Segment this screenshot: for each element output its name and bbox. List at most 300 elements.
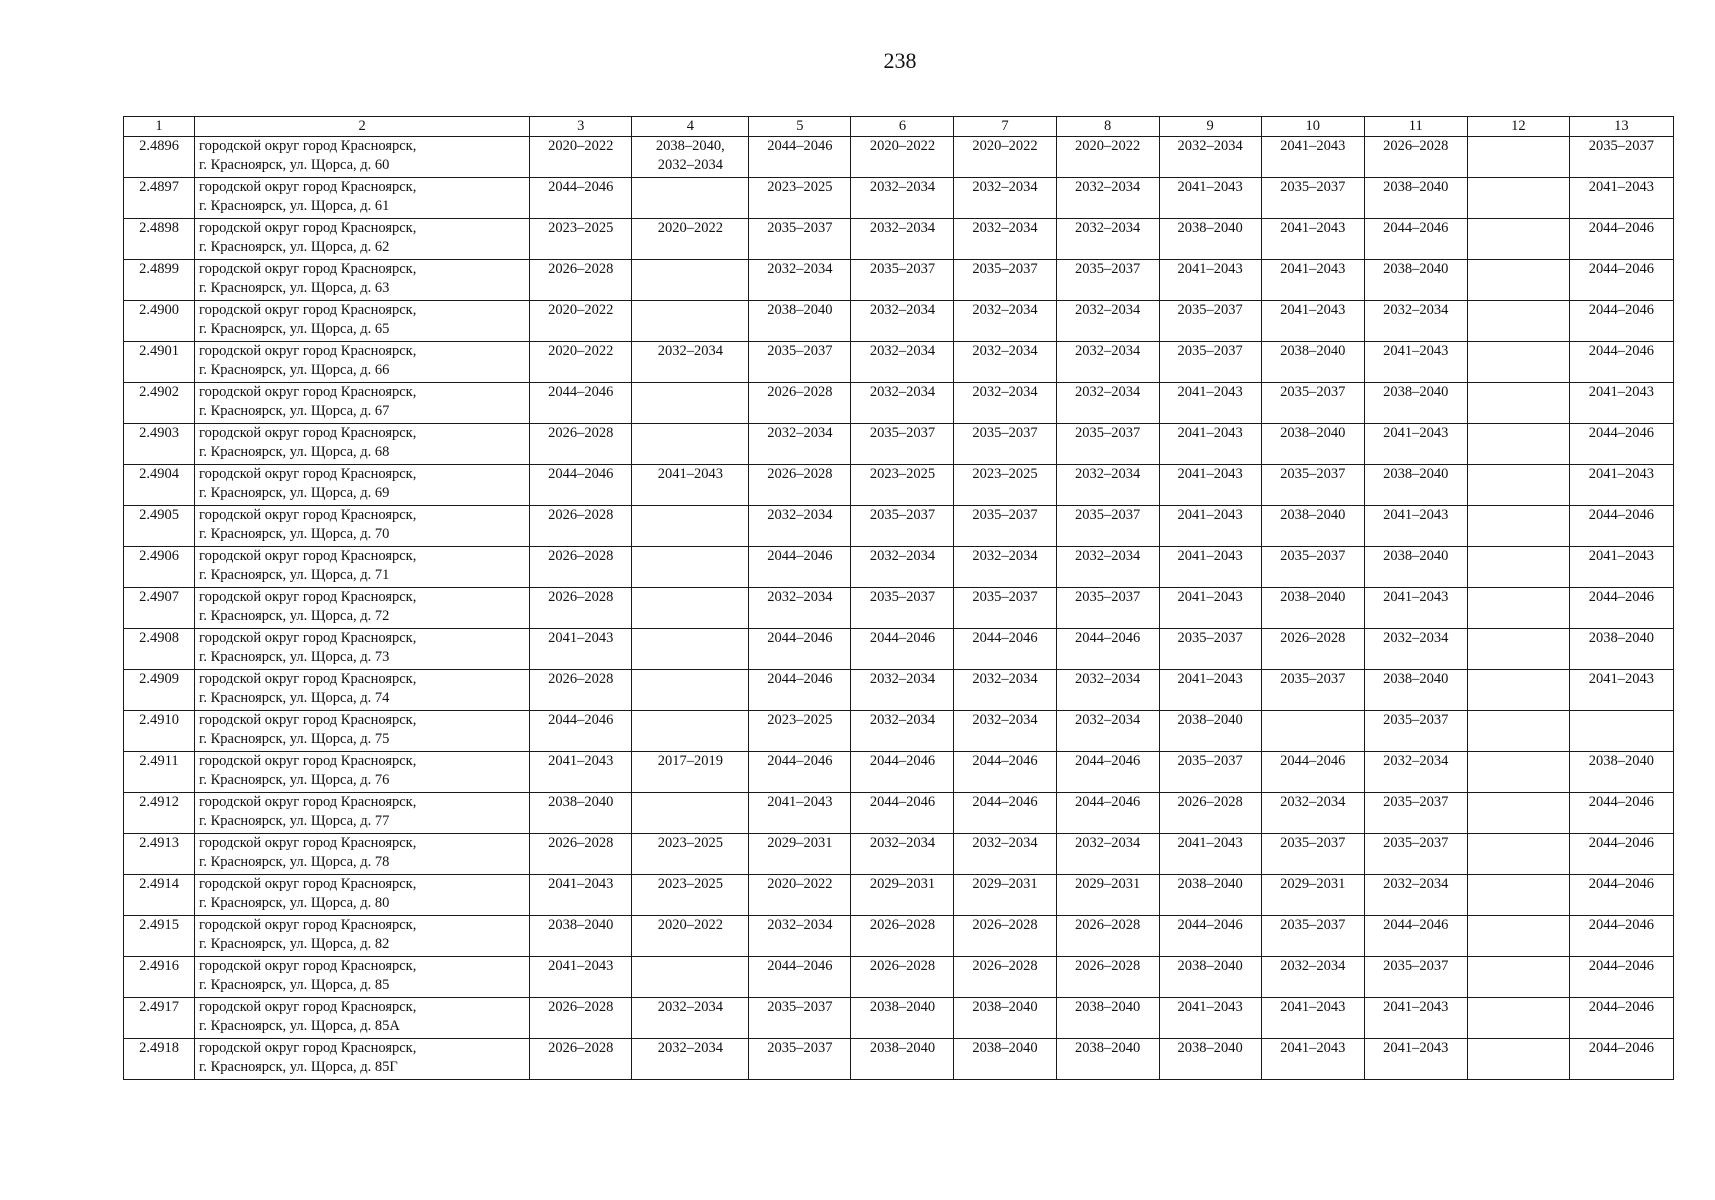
address-line-municipality: городской округ город Красноярск, [199, 917, 417, 933]
period-cell-col-8: 2032–2034 [1056, 219, 1159, 260]
period-cell-col-9: 2035–2037 [1159, 629, 1261, 670]
period-cell-col-4: 2023–2025 [632, 834, 749, 875]
row-number-cell: 2.4916 [124, 957, 195, 998]
period-cell-col-6: 2038–2040 [851, 998, 954, 1039]
period-cell-col-5: 2041–2043 [749, 793, 851, 834]
address-cell [195, 342, 530, 383]
period-cell-col-9: 2041–2043 [1159, 506, 1261, 547]
period-cell-col-3: 2026–2028 [530, 547, 632, 588]
address-cell [195, 588, 530, 629]
address-line-street: г. Красноярск, ул. Щорса, д. 62 [199, 239, 390, 255]
period-cell-col-6: 2044–2046 [851, 629, 954, 670]
column-header-6: 6 [851, 117, 954, 137]
address-line-street: г. Красноярск, ул. Щорса, д. 75 [199, 731, 390, 747]
period-cell-col-7: 2032–2034 [954, 670, 1056, 711]
period-cell-col-12 [1467, 383, 1569, 424]
row-number-cell: 2.4896 [124, 137, 195, 178]
period-cell-col-8: 2032–2034 [1056, 670, 1159, 711]
period-cell-col-7: 2044–2046 [954, 793, 1056, 834]
column-header-11: 11 [1364, 117, 1467, 137]
period-cell-col-8: 2032–2034 [1056, 342, 1159, 383]
period-cell-col-3: 2041–2043 [530, 957, 632, 998]
period-cell-col-11: 2038–2040 [1364, 465, 1467, 506]
period-cell-col-9: 2038–2040 [1159, 219, 1261, 260]
address-line-street: г. Красноярск, ул. Щорса, д. 82 [199, 936, 390, 952]
address-line-street: г. Красноярск, ул. Щорса, д. 77 [199, 813, 390, 829]
period-cell-col-12 [1467, 588, 1569, 629]
period-cell-col-5: 2044–2046 [749, 547, 851, 588]
table-row [124, 1039, 1674, 1080]
period-cell-col-9: 2026–2028 [1159, 793, 1261, 834]
period-cell-col-13: 2044–2046 [1569, 588, 1673, 629]
period-cell-col-9: 2038–2040 [1159, 711, 1261, 752]
period-cell-col-13: 2044–2046 [1569, 834, 1673, 875]
row-number-cell: 2.4897 [124, 178, 195, 219]
period-cell-col-13: 2044–2046 [1569, 342, 1673, 383]
address-line-municipality: городской округ город Красноярск, [199, 589, 417, 605]
period-cell-col-5: 2032–2034 [749, 588, 851, 629]
period-cell-col-10: 2035–2037 [1261, 178, 1364, 219]
period-cell-col-13: 2044–2046 [1569, 260, 1673, 301]
period-cell-col-9: 2038–2040 [1159, 875, 1261, 916]
period-cell-col-13: 2044–2046 [1569, 957, 1673, 998]
column-header-3: 3 [530, 117, 632, 137]
period-cell-col-4 [632, 793, 749, 834]
period-cell-col-9: 2041–2043 [1159, 834, 1261, 875]
period-cell-col-6: 2032–2034 [851, 219, 954, 260]
period-cell-col-11: 2038–2040 [1364, 178, 1467, 219]
address-line-municipality: городской округ город Красноярск, [199, 835, 417, 851]
table-row [124, 752, 1674, 793]
period-cell-col-7: 2032–2034 [954, 547, 1056, 588]
period-cell-col-12 [1467, 834, 1569, 875]
period-cell-col-12 [1467, 629, 1569, 670]
period-cell-col-12 [1467, 465, 1569, 506]
period-cell-col-8: 2032–2034 [1056, 547, 1159, 588]
period-cell-col-12 [1467, 1039, 1569, 1080]
period-cell-col-7: 2044–2046 [954, 629, 1056, 670]
address-cell [195, 916, 530, 957]
period-cell-col-10: 2035–2037 [1261, 834, 1364, 875]
period-cell-col-5: 2026–2028 [749, 383, 851, 424]
address-cell [195, 260, 530, 301]
period-cell-col-3: 2044–2046 [530, 178, 632, 219]
period-cell-col-5: 2020–2022 [749, 875, 851, 916]
period-cell-col-10: 2041–2043 [1261, 137, 1364, 178]
period-cell-col-6: 2044–2046 [851, 793, 954, 834]
period-cell-col-7: 2035–2037 [954, 424, 1056, 465]
table-row [124, 506, 1674, 547]
row-number-cell: 2.4907 [124, 588, 195, 629]
period-cell-col-4: 2023–2025 [632, 875, 749, 916]
period-cell-col-8: 2035–2037 [1056, 424, 1159, 465]
period-cell-col-4: 2020–2022 [632, 916, 749, 957]
period-cell-col-4 [632, 670, 749, 711]
period-cell-col-5: 2035–2037 [749, 342, 851, 383]
period-cell-col-7: 2026–2028 [954, 916, 1056, 957]
period-cell-col-6: 2032–2034 [851, 547, 954, 588]
address-line-municipality: городской округ город Красноярск, [199, 999, 417, 1015]
address-line-street: г. Красноярск, ул. Щорса, д. 78 [199, 854, 390, 870]
period-cell-col-5: 2044–2046 [749, 752, 851, 793]
period-cell-col-11: 2032–2034 [1364, 301, 1467, 342]
period-cell-col-3: 2026–2028 [530, 834, 632, 875]
period-cell-col-12 [1467, 137, 1569, 178]
period-cell-col-4 [632, 301, 749, 342]
register-table [123, 116, 1674, 1080]
address-line-street: г. Красноярск, ул. Щорса, д. 74 [199, 690, 390, 706]
period-cell-col-9: 2041–2043 [1159, 465, 1261, 506]
row-number-cell: 2.4905 [124, 506, 195, 547]
period-cell-col-12 [1467, 342, 1569, 383]
period-cell-col-7: 2032–2034 [954, 711, 1056, 752]
address-line-municipality: городской округ город Красноярск, [199, 466, 417, 482]
row-number-cell: 2.4914 [124, 875, 195, 916]
period-cell-col-7: 2020–2022 [954, 137, 1056, 178]
period-cell-col-4 [632, 260, 749, 301]
period-cell-col-3: 2041–2043 [530, 629, 632, 670]
period-cell-col-13: 2035–2037 [1569, 137, 1673, 178]
row-number-cell: 2.4917 [124, 998, 195, 1039]
address-line-municipality: городской округ город Красноярск, [199, 630, 417, 646]
period-cell-col-13: 2044–2046 [1569, 793, 1673, 834]
address-cell [195, 834, 530, 875]
period-cell-col-3: 2020–2022 [530, 301, 632, 342]
period-cell-col-11: 2038–2040 [1364, 383, 1467, 424]
period-cell-col-10: 2038–2040 [1261, 506, 1364, 547]
address-line-municipality: городской округ город Красноярск, [199, 179, 417, 195]
period-cell-col-13: 2041–2043 [1569, 547, 1673, 588]
address-cell [195, 1039, 530, 1080]
period-cell-col-5: 2035–2037 [749, 998, 851, 1039]
period-cell-col-10: 2032–2034 [1261, 793, 1364, 834]
period-cell-col-10: 2041–2043 [1261, 301, 1364, 342]
period-cell-col-4 [632, 711, 749, 752]
address-cell [195, 793, 530, 834]
period-cell-col-9: 2038–2040 [1159, 957, 1261, 998]
period-cell-col-4 [632, 957, 749, 998]
address-line-municipality: городской округ город Красноярск, [199, 958, 417, 974]
period-cell-col-11: 2038–2040 [1364, 260, 1467, 301]
period-cell-col-4: 2038–2040, 2032–2034 [632, 137, 749, 178]
period-cell-col-9: 2041–2043 [1159, 547, 1261, 588]
table-row [124, 957, 1674, 998]
address-line-municipality: городской округ город Красноярск, [199, 220, 417, 236]
row-number-cell: 2.4901 [124, 342, 195, 383]
period-cell-col-11: 2035–2037 [1364, 834, 1467, 875]
row-number-cell: 2.4904 [124, 465, 195, 506]
table-row [124, 793, 1674, 834]
row-number-cell: 2.4918 [124, 1039, 195, 1080]
address-line-municipality: городской округ город Красноярск, [199, 712, 417, 728]
period-cell-col-6: 2038–2040 [851, 1039, 954, 1080]
period-cell-col-10: 2041–2043 [1261, 260, 1364, 301]
table-row [124, 834, 1674, 875]
period-cell-col-13: 2044–2046 [1569, 301, 1673, 342]
period-cell-col-4 [632, 547, 749, 588]
period-cell-col-11: 2041–2043 [1364, 342, 1467, 383]
period-cell-col-9: 2041–2043 [1159, 178, 1261, 219]
period-cell-col-4 [632, 424, 749, 465]
period-cell-col-8: 2038–2040 [1056, 998, 1159, 1039]
address-line-street: г. Красноярск, ул. Щорса, д. 63 [199, 280, 390, 296]
period-cell-col-9: 2041–2043 [1159, 670, 1261, 711]
column-header-1: 1 [124, 117, 195, 137]
period-cell-col-11: 2032–2034 [1364, 875, 1467, 916]
period-cell-col-6: 2029–2031 [851, 875, 954, 916]
period-cell-col-13: 2044–2046 [1569, 875, 1673, 916]
period-cell-col-4 [632, 178, 749, 219]
period-cell-col-9: 2035–2037 [1159, 342, 1261, 383]
period-cell-col-6: 2032–2034 [851, 670, 954, 711]
period-cell-col-10 [1261, 711, 1364, 752]
period-cell-col-8: 2032–2034 [1056, 834, 1159, 875]
address-line-municipality: городской округ город Красноярск, [199, 876, 417, 892]
table-row [124, 383, 1674, 424]
address-cell [195, 547, 530, 588]
period-cell-col-8: 2035–2037 [1056, 588, 1159, 629]
period-cell-col-12 [1467, 260, 1569, 301]
period-cell-col-8: 2032–2034 [1056, 711, 1159, 752]
address-line-street: г. Красноярск, ул. Щорса, д. 61 [199, 198, 390, 214]
period-cell-col-10: 2035–2037 [1261, 547, 1364, 588]
period-cell-col-3: 2020–2022 [530, 342, 632, 383]
period-cell-col-3: 2038–2040 [530, 793, 632, 834]
period-cell-col-11: 2038–2040 [1364, 670, 1467, 711]
address-line-street: г. Красноярск, ул. Щорса, д. 69 [199, 485, 390, 501]
period-cell-col-12 [1467, 875, 1569, 916]
period-cell-col-3: 2041–2043 [530, 875, 632, 916]
row-number-cell: 2.4900 [124, 301, 195, 342]
period-cell-col-7: 2035–2037 [954, 506, 1056, 547]
period-cell-col-10: 2035–2037 [1261, 916, 1364, 957]
period-cell-col-12 [1467, 793, 1569, 834]
address-line-municipality: городской округ город Красноярск, [199, 138, 417, 154]
period-cell-col-13: 2038–2040 [1569, 629, 1673, 670]
period-cell-col-9: 2041–2043 [1159, 588, 1261, 629]
period-cell-col-4: 2041–2043 [632, 465, 749, 506]
period-cell-col-3: 2044–2046 [530, 711, 632, 752]
page-number: 238 [883, 48, 917, 73]
row-number-cell: 2.4909 [124, 670, 195, 711]
period-cell-col-11: 2041–2043 [1364, 588, 1467, 629]
column-header-8: 8 [1056, 117, 1159, 137]
period-cell-col-5: 2035–2037 [749, 1039, 851, 1080]
period-cell-col-10: 2038–2040 [1261, 588, 1364, 629]
address-line-municipality: городской округ город Красноярск, [199, 343, 417, 359]
row-number-cell: 2.4910 [124, 711, 195, 752]
period-cell-col-6: 2032–2034 [851, 342, 954, 383]
table-row [124, 547, 1674, 588]
period-cell-col-7: 2038–2040 [954, 998, 1056, 1039]
period-cell-col-5: 2035–2037 [749, 219, 851, 260]
address-line-street: г. Красноярск, ул. Щорса, д. 76 [199, 772, 390, 788]
period-cell-col-9: 2041–2043 [1159, 424, 1261, 465]
period-cell-col-10: 2035–2037 [1261, 670, 1364, 711]
period-cell-col-6: 2020–2022 [851, 137, 954, 178]
period-cell-col-8: 2044–2046 [1056, 752, 1159, 793]
period-cell-col-10: 2041–2043 [1261, 219, 1364, 260]
row-number-cell: 2.4902 [124, 383, 195, 424]
period-cell-col-5: 2023–2025 [749, 711, 851, 752]
period-cell-col-7: 2032–2034 [954, 301, 1056, 342]
period-cell-col-5: 2026–2028 [749, 465, 851, 506]
period-cell-col-3: 2026–2028 [530, 588, 632, 629]
address-line-municipality: городской округ город Красноярск, [199, 548, 417, 564]
period-cell-col-11: 2032–2034 [1364, 752, 1467, 793]
period-cell-col-7: 2035–2037 [954, 588, 1056, 629]
period-cell-col-10: 2041–2043 [1261, 1039, 1364, 1080]
period-cell-col-6: 2032–2034 [851, 711, 954, 752]
row-number-cell: 2.4906 [124, 547, 195, 588]
period-cell-col-9: 2035–2037 [1159, 301, 1261, 342]
table-row [124, 670, 1674, 711]
period-cell-col-10: 2041–2043 [1261, 998, 1364, 1039]
period-cell-col-12 [1467, 178, 1569, 219]
period-cell-col-5: 2044–2046 [749, 137, 851, 178]
period-cell-col-4 [632, 383, 749, 424]
period-cell-col-7: 2032–2034 [954, 383, 1056, 424]
period-cell-col-6: 2035–2037 [851, 506, 954, 547]
period-cell-col-9: 2041–2043 [1159, 260, 1261, 301]
address-line-street: г. Красноярск, ул. Щорса, д. 85А [199, 1018, 400, 1034]
period-cell-col-13: 2044–2046 [1569, 1039, 1673, 1080]
period-cell-col-11: 2041–2043 [1364, 998, 1467, 1039]
address-line-street: г. Красноярск, ул. Щорса, д. 73 [199, 649, 390, 665]
column-header-4: 4 [632, 117, 749, 137]
row-number-cell: 2.4898 [124, 219, 195, 260]
period-cell-col-11: 2035–2037 [1364, 793, 1467, 834]
period-cell-col-12 [1467, 711, 1569, 752]
period-cell-col-6: 2032–2034 [851, 301, 954, 342]
period-cell-col-4 [632, 506, 749, 547]
period-cell-col-5: 2038–2040 [749, 301, 851, 342]
period-cell-col-12 [1467, 424, 1569, 465]
period-cell-col-10: 2044–2046 [1261, 752, 1364, 793]
address-line-street: г. Красноярск, ул. Щорса, д. 66 [199, 362, 390, 378]
period-cell-col-6: 2035–2037 [851, 588, 954, 629]
address-line-street: г. Красноярск, ул. Щорса, д. 70 [199, 526, 390, 542]
period-cell-col-8: 2032–2034 [1056, 465, 1159, 506]
column-header-13: 13 [1569, 117, 1673, 137]
period-cell-col-3: 2038–2040 [530, 916, 632, 957]
table-row [124, 424, 1674, 465]
column-header-5: 5 [749, 117, 851, 137]
table-row [124, 178, 1674, 219]
table-header [124, 117, 1674, 137]
column-header-12: 12 [1467, 117, 1569, 137]
period-cell-col-5: 2032–2034 [749, 260, 851, 301]
period-cell-col-11: 2032–2034 [1364, 629, 1467, 670]
period-cell-col-13: 2044–2046 [1569, 219, 1673, 260]
period-cell-col-5: 2032–2034 [749, 424, 851, 465]
address-line-municipality: городской округ город Красноярск, [199, 753, 417, 769]
period-cell-col-11: 2044–2046 [1364, 219, 1467, 260]
period-cell-col-8: 2032–2034 [1056, 301, 1159, 342]
period-cell-col-5: 2044–2046 [749, 629, 851, 670]
period-cell-col-5: 2032–2034 [749, 506, 851, 547]
period-cell-col-11: 2044–2046 [1364, 916, 1467, 957]
period-cell-col-4 [632, 588, 749, 629]
period-cell-col-13: 2044–2046 [1569, 998, 1673, 1039]
header-row [124, 117, 1674, 137]
address-cell [195, 178, 530, 219]
period-cell-col-10: 2038–2040 [1261, 424, 1364, 465]
period-cell-col-8: 2020–2022 [1056, 137, 1159, 178]
period-cell-col-11: 2038–2040 [1364, 547, 1467, 588]
period-cell-col-6: 2032–2034 [851, 383, 954, 424]
address-cell [195, 506, 530, 547]
period-cell-col-8: 2035–2037 [1056, 260, 1159, 301]
period-cell-col-8: 2026–2028 [1056, 957, 1159, 998]
row-number-cell: 2.4903 [124, 424, 195, 465]
column-header-10: 10 [1261, 117, 1364, 137]
period-cell-col-11: 2041–2043 [1364, 1039, 1467, 1080]
period-cell-col-9: 2035–2037 [1159, 752, 1261, 793]
period-cell-col-13: 2044–2046 [1569, 916, 1673, 957]
period-cell-col-3: 2026–2028 [530, 998, 632, 1039]
period-cell-col-10: 2038–2040 [1261, 342, 1364, 383]
period-cell-col-4: 2032–2034 [632, 1039, 749, 1080]
table-row [124, 875, 1674, 916]
period-cell-col-4: 2020–2022 [632, 219, 749, 260]
address-line-municipality: городской округ город Красноярск, [199, 671, 417, 687]
period-cell-col-6: 2023–2025 [851, 465, 954, 506]
period-cell-col-13: 2041–2043 [1569, 670, 1673, 711]
period-cell-col-7: 2038–2040 [954, 1039, 1056, 1080]
period-cell-col-13: 2041–2043 [1569, 383, 1673, 424]
address-line-municipality: городской округ город Красноярск, [199, 1040, 417, 1056]
address-cell [195, 711, 530, 752]
period-cell-col-3: 2020–2022 [530, 137, 632, 178]
table-row [124, 998, 1674, 1039]
address-cell [195, 752, 530, 793]
period-cell-col-12 [1467, 670, 1569, 711]
period-cell-col-3: 2026–2028 [530, 506, 632, 547]
address-line-municipality: городской округ город Красноярск, [199, 794, 417, 810]
address-line-street: г. Красноярск, ул. Щорса, д. 60 [199, 157, 390, 173]
column-header-7: 7 [954, 117, 1056, 137]
period-cell-col-10: 2026–2028 [1261, 629, 1364, 670]
period-cell-col-8: 2035–2037 [1056, 506, 1159, 547]
period-cell-col-11: 2035–2037 [1364, 957, 1467, 998]
table-row [124, 219, 1674, 260]
address-cell [195, 629, 530, 670]
address-line-municipality: городской округ город Красноярск, [199, 425, 417, 441]
period-cell-col-11: 2026–2028 [1364, 137, 1467, 178]
table-row [124, 916, 1674, 957]
period-cell-col-6: 2044–2046 [851, 752, 954, 793]
address-line-street: г. Красноярск, ул. Щорса, д. 71 [199, 567, 390, 583]
period-cell-col-11: 2041–2043 [1364, 424, 1467, 465]
row-number-cell: 2.4899 [124, 260, 195, 301]
address-line-street: г. Красноярск, ул. Щорса, д. 72 [199, 608, 390, 624]
period-cell-col-13: 2044–2046 [1569, 424, 1673, 465]
address-line-street: г. Красноярск, ул. Щорса, д. 85Г [199, 1059, 398, 1075]
period-cell-col-4: 2017–2019 [632, 752, 749, 793]
address-cell [195, 424, 530, 465]
address-line-street: г. Красноярск, ул. Щорса, д. 80 [199, 895, 390, 911]
address-line-municipality: городской округ город Красноярск, [199, 302, 417, 318]
row-number-cell: 2.4911 [124, 752, 195, 793]
period-cell-col-12 [1467, 547, 1569, 588]
period-cell-col-8: 2044–2046 [1056, 629, 1159, 670]
period-cell-col-7: 2032–2034 [954, 178, 1056, 219]
period-cell-col-7: 2023–2025 [954, 465, 1056, 506]
period-cell-col-6: 2035–2037 [851, 424, 954, 465]
table-row [124, 588, 1674, 629]
row-number-cell: 2.4915 [124, 916, 195, 957]
